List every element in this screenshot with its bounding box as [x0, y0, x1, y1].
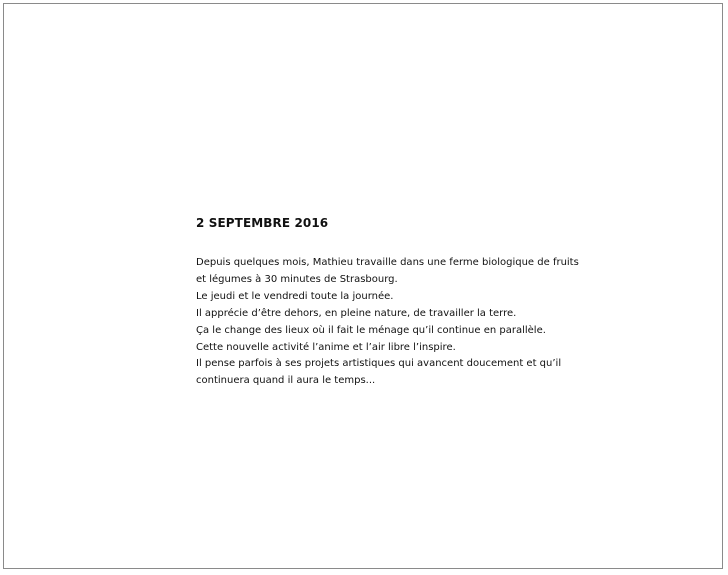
entry-line: continuera quand il aura le temps... — [196, 375, 376, 387]
entry-line: Le jeudi et le vendredi toute la journée. — [196, 290, 394, 302]
entry-line: Depuis quelques mois, Mathieu travaille dans une ferme biologique de fruits — [196, 257, 579, 268]
entry-line: Ça le change des lieux où il fait le ménage qu’il continue en parallèle. — [196, 324, 546, 336]
entry-date: 2 SEPTEMBRE 2016 — [196, 216, 329, 230]
entry-line: Il apprécie d’être dehors, en pleine nature, de travailler la terre. — [196, 307, 517, 319]
entry-body — [196, 255, 636, 390]
journal-entry — [196, 215, 636, 390]
entry-line: Il pense parfois à ses projets artistiques qui avancent doucement et qu’il — [196, 358, 562, 370]
entry-line: Cette nouvelle activité l’anime et l’air libre l’inspire. — [196, 341, 456, 353]
page-frame — [3, 3, 723, 569]
entry-line: et légumes à 30 minutes de Strasbourg. — [196, 273, 398, 285]
